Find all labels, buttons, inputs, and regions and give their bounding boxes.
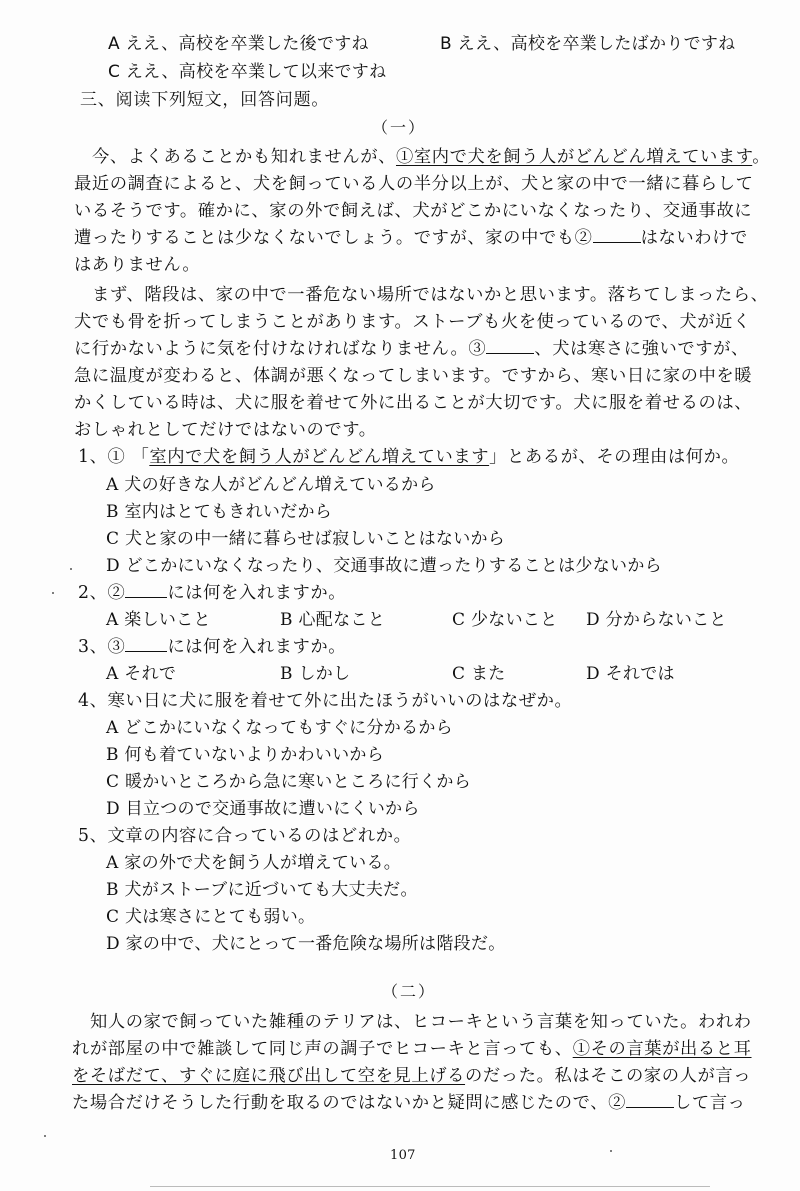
passage1-line: 犬でも骨を折ってしまうことがあります。ストーブも火を使っているので、犬が近く [74, 312, 751, 332]
question-number: 2、② [78, 583, 126, 603]
underlined-phrase-1: ①その言葉が出ると耳 [572, 1039, 752, 1059]
question-text: には何を入れますか。 [167, 583, 347, 603]
prev-option-a: A ええ、高校を卒業した後ですね [108, 34, 369, 54]
passage1-text: 今、よくあることかも知れませんが、 [92, 147, 396, 167]
q4-option-c: C 暖かいところから急に寒いところに行くから [106, 772, 472, 792]
passage2-line [72, 1093, 746, 1113]
question-5-stem: 5、文章の内容に合っているのはどれか。 [78, 826, 412, 846]
passage2-title: （二） [382, 982, 437, 1001]
q2-option-c: C 少ないこと [452, 610, 558, 630]
passage2-text: た場合だけそうした行動を取るのではないかと疑問に感じたので、② [72, 1093, 626, 1113]
q1-option-d: D どこかにいなくなったり、交通事故に遭ったりすることは少ないから [106, 556, 662, 576]
blank-3 [486, 339, 534, 354]
question-number: 3、③ [78, 637, 126, 657]
scan-speck [610, 1150, 612, 1152]
passage1-line: かくしている時は、犬に服を着せて外に出ることが大切です。犬に服を着せるのは、 [74, 393, 753, 413]
question-text: 」とあるが、その理由は何か。 [489, 447, 740, 467]
question-text: には何を入れますか。 [167, 637, 347, 657]
underlined-phrase-1-cont: をそばだて、すぐに庭に飛び出して空を見上げる [72, 1066, 466, 1086]
q5-option-a: A 家の外で犬を飼う人が増えている。 [106, 853, 402, 873]
q2-option-b: B 心配なこと [280, 610, 385, 630]
passage2-text: のだった。私はそこの家の人が言っ [465, 1066, 752, 1086]
q3-option-d: D それでは [586, 664, 675, 684]
q4-option-b: B 何も着ていないよりかわいいから [106, 745, 384, 765]
scan-speck [44, 1135, 46, 1137]
passage1-line [92, 147, 770, 167]
passage1-text: 遭ったりすることは少なくないでしょう。ですが、家の中でも② [74, 228, 593, 248]
passage1-text: 、犬は寒さに強いですが、 [534, 339, 749, 359]
question-1-stem [78, 447, 739, 467]
q2-option-d: D 分からないこと [586, 610, 727, 630]
blank-2-ref [125, 583, 167, 598]
passage1-line: いるそうです。確かに、家の外で飼えば、犬がどこかにいなくなったり、交通事故に [74, 201, 753, 221]
passage1-text: に行かないように気を付けなければなりません。③ [74, 339, 487, 359]
scan-speck [52, 592, 54, 594]
passage1-line: 急に温度が変わると、体調が悪くなってしまいます。ですから、寒い日に家の中を暖 [74, 366, 753, 386]
q5-option-c: C 犬は寒さにとても弱い。 [106, 907, 316, 927]
question-4-stem: 4、寒い日に犬に服を着せて外に出たほうがいいのはなぜか。 [78, 691, 573, 711]
q1-option-b: B 室内はとてもきれいだから [106, 502, 333, 522]
q3-option-c: C また [452, 664, 506, 684]
passage2-line: 知人の家で飼っていた雑種のテリアは、ヒコーキという言葉を知っていた。われわ [90, 1012, 752, 1032]
question-number: 1、① 「 [78, 447, 150, 467]
passage1-text: はないわけで [640, 228, 748, 248]
q2-option-a: A 楽しいこと [106, 610, 211, 630]
blank-2 [626, 1093, 674, 1108]
passage2-text: れが部屋の中で雑談して同じ声の調子でヒコーキと言っても、 [72, 1039, 573, 1059]
q4-option-d: D 目立つので交通事故に遭いにくいから [106, 799, 420, 819]
q5-option-d: D 家の中で、犬にとって一番危険な場所は階段だ。 [106, 934, 506, 954]
passage1-line [74, 339, 749, 359]
q1-option-c: C 犬と家の中一緒に暮らせば寂しいことはないから [106, 529, 506, 549]
quoted-phrase: 室内で犬を飼う人がどんどん増えています [149, 447, 490, 467]
scan-speck [70, 568, 72, 570]
question-2-stem [78, 583, 346, 603]
blank-2 [593, 228, 641, 243]
q5-option-b: B 犬がストーブに近づいても大丈夫だ。 [106, 880, 418, 900]
passage1-text: 。 [752, 147, 771, 167]
passage2-line [72, 1039, 752, 1059]
passage1-line: 最近の調査によると、犬を飼っている人の半分以上が、犬と家の中で一緒に暮らして [74, 174, 754, 194]
page-number: 107 [390, 1148, 416, 1163]
passage1-line: おしゃれとしてだけではないのです。 [74, 420, 377, 440]
passage1-line: まず、階段は、家の中で一番危ない場所ではないかと思います。落ちてしまったら、 [92, 285, 769, 305]
prev-option-b: B ええ、高校を卒業したばかりですね [440, 34, 736, 54]
section3-heading: 三、阅读下列短文，回答问题。 [80, 90, 330, 110]
q3-option-b: B しかし [280, 664, 351, 684]
underlined-phrase-1: ①室内で犬を飼う人がどんどん増えています [395, 147, 753, 167]
q3-option-a: A それで [106, 664, 177, 684]
q4-option-a: A どこかにいなくなってもすぐに分かるから [106, 718, 453, 738]
scan-edge-line [150, 1186, 710, 1187]
q1-option-a: A 犬の好きな人がどんどん増えているから [106, 475, 436, 495]
question-3-stem [78, 637, 346, 657]
passage1-line: はありません。 [74, 255, 201, 275]
prev-option-c: C ええ、高校を卒業して以来ですね [108, 62, 387, 82]
passage1-line [74, 228, 748, 248]
passage1-title: （一） [372, 118, 427, 137]
passage2-text: して言っ [673, 1093, 746, 1113]
blank-3-ref [125, 637, 167, 652]
passage2-line [72, 1066, 751, 1086]
